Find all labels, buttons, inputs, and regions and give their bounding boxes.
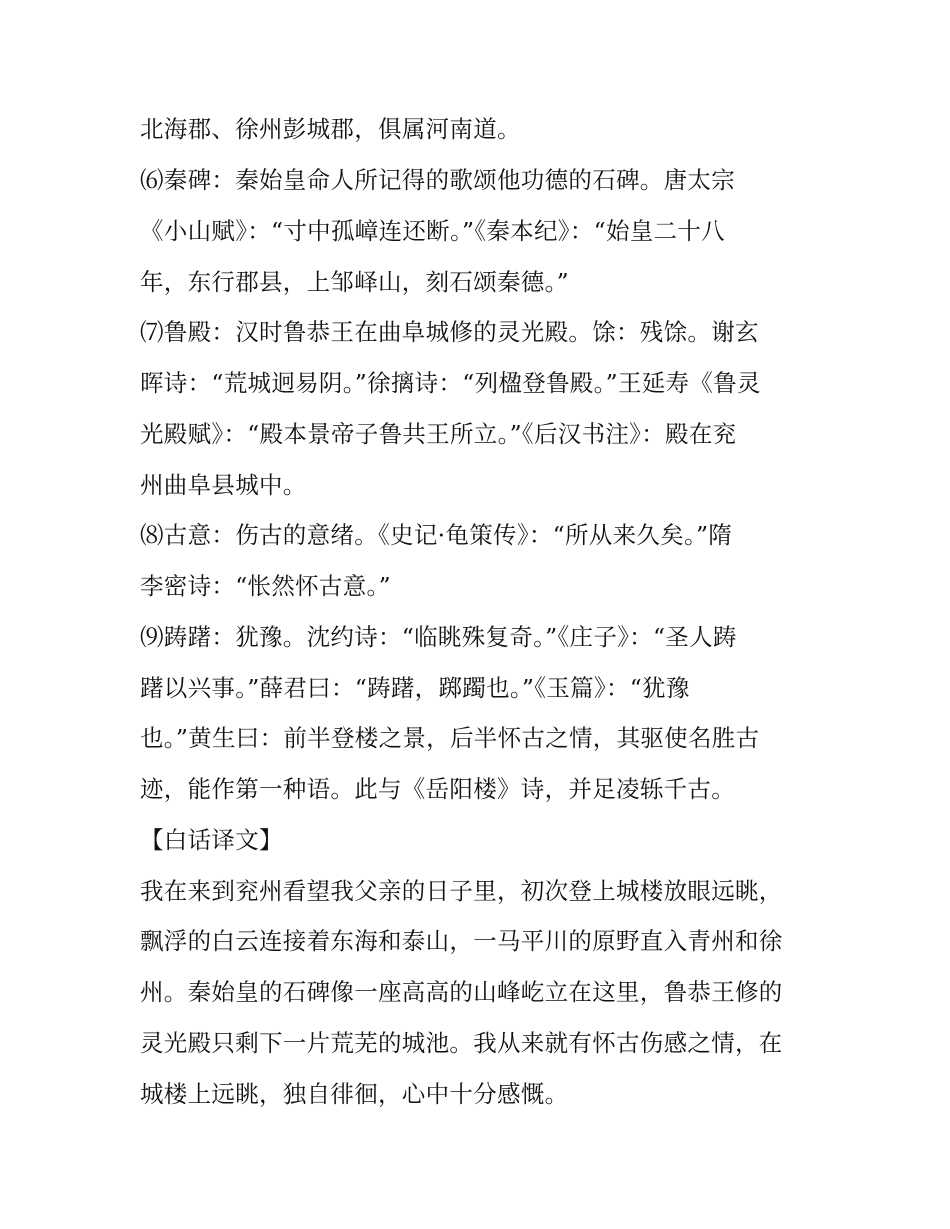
text-line: 州曲阜县城中。 bbox=[140, 471, 307, 499]
text-line: 迹，能作第一种语。此与《岳阳楼》诗，并足凌轹千古。 bbox=[140, 775, 735, 803]
translation-line: 州。秦始皇的石碑像一座高高的山峰屹立在这里，鲁恭王修的 bbox=[140, 978, 783, 1006]
text-line: 晖诗：“荒城迥易阴。”徐摛诗：“列楹登鲁殿。”王延寿《鲁灵 bbox=[140, 369, 761, 397]
text-line: 李密诗：“怅然怀古意。” bbox=[140, 572, 391, 600]
translation-line: 我在来到兖州看望我父亲的日子里，初次登上城楼放眼远眺， bbox=[140, 877, 783, 905]
section-heading-translation: 【白话译文】 bbox=[140, 826, 283, 854]
text-line: 躇以兴事。”薛君曰：“踌躇，踯躅也。”《玉篇》：“犹豫 bbox=[140, 674, 690, 702]
text-line: 《小山赋》：“寸中孤嶂连还断。”《秦本纪》：“始皇二十八 bbox=[140, 217, 725, 245]
text-line: 也。”黄生曰：前半登楼之景，后半怀古之情，其驱使名胜古 bbox=[140, 724, 760, 752]
annotation-7-line: ⑺鲁殿：汉时鲁恭王在曲阜城修的灵光殿。馀：残馀。谢玄 bbox=[140, 318, 759, 346]
annotation-8-line: ⑻古意：伤古的意绪。《史记·龟策传》：“所从来久矣。”隋 bbox=[140, 521, 733, 549]
translation-line: 灵光殿只剩下一片荒芜的城池。我从来就有怀古伤感之情，在 bbox=[140, 1029, 783, 1057]
text-line: 年，东行郡县，上邹峄山，刻石颂秦德。” bbox=[140, 268, 569, 296]
annotation-9-line: ⑼踌躇：犹豫。沈约诗：“临眺殊复奇。”《庄子》：“圣人踌 bbox=[140, 623, 737, 651]
annotation-6-line: ⑹秦碑：秦始皇命人所记得的歌颂他功德的石碑。唐太宗 bbox=[140, 166, 735, 194]
translation-line: 飘浮的白云连接着东海和泰山，一马平川的原野直入青州和徐 bbox=[140, 927, 783, 955]
text-line: 北海郡、徐州彭城郡，俱属河南道。 bbox=[140, 115, 521, 143]
text-line: 光殿赋》：“殿本景帝子鲁共王所立。”《后汉书注》：殿在兖 bbox=[140, 420, 737, 448]
translation-line: 城楼上远眺，独自徘徊，心中十分感慨。 bbox=[140, 1080, 569, 1108]
